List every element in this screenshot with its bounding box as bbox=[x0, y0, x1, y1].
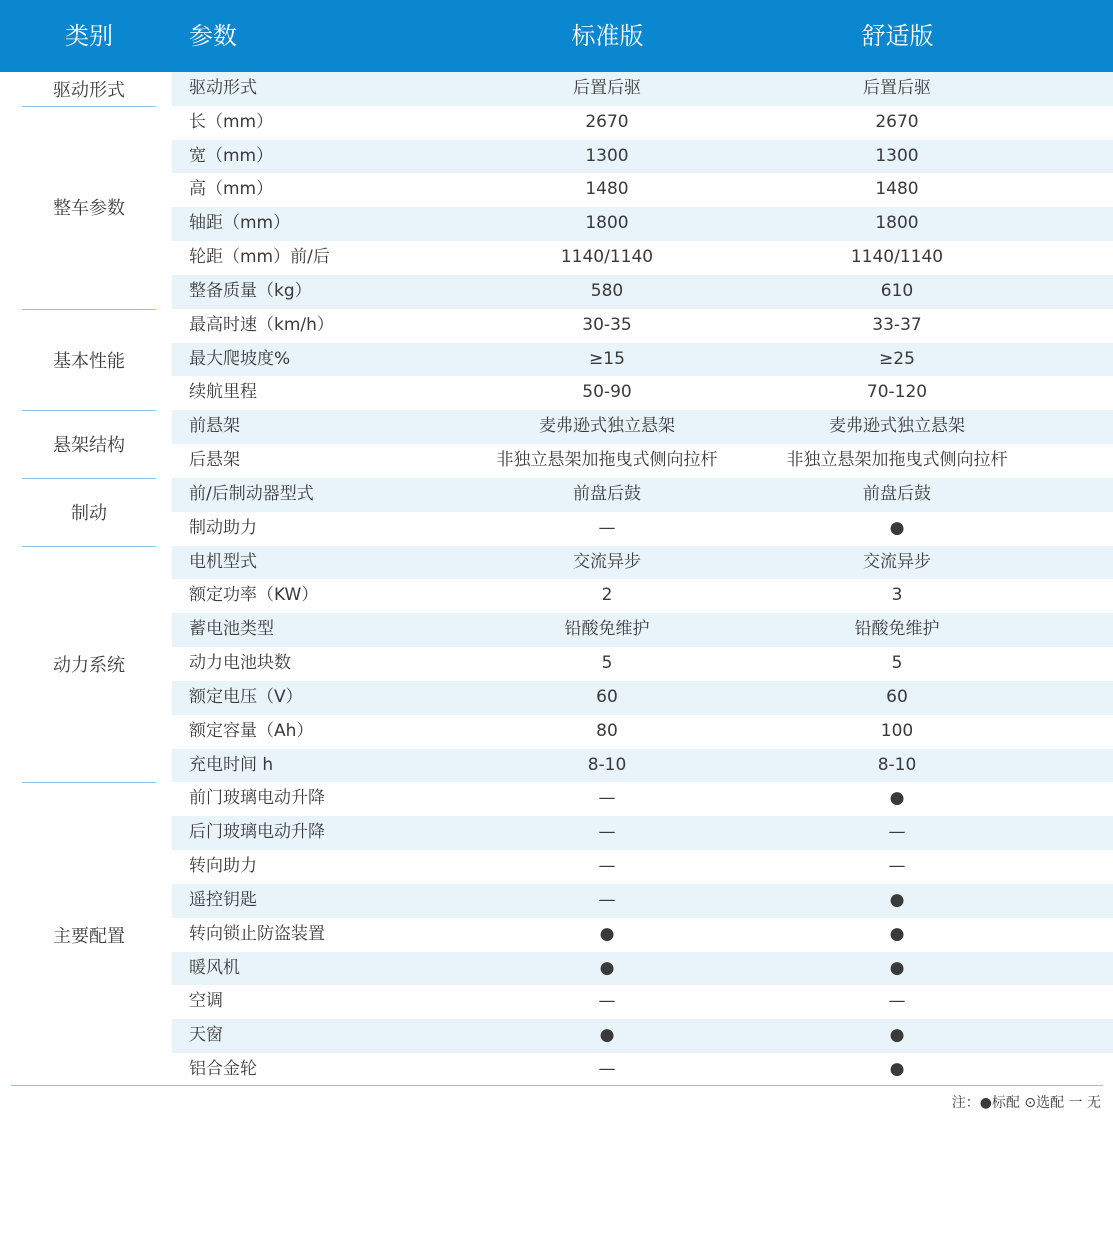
comfort-value: 1300 bbox=[875, 145, 919, 166]
table-row bbox=[172, 985, 1113, 1019]
table-row bbox=[172, 749, 1113, 783]
table-row bbox=[172, 579, 1113, 613]
param-label: 长（mm） bbox=[189, 111, 274, 132]
table-row bbox=[172, 309, 1113, 343]
comfort-value: ● bbox=[889, 923, 905, 944]
comfort-value: ● bbox=[889, 1025, 905, 1046]
param-label: 宽（mm） bbox=[189, 145, 274, 166]
comfort-value: 铅酸免维护 bbox=[854, 619, 940, 640]
standard-value: 1300 bbox=[585, 145, 629, 166]
param-label: 额定容量（Ah） bbox=[189, 720, 314, 741]
standard-value: ≥15 bbox=[589, 348, 625, 369]
table-row bbox=[172, 410, 1113, 444]
table-row bbox=[172, 376, 1113, 410]
comfort-value: 非独立悬架加拖曳式侧向拉杆 bbox=[786, 450, 1008, 471]
category-label: 悬架结构 bbox=[53, 435, 125, 457]
standard-value: — bbox=[598, 889, 616, 910]
standard-value: 前盘后鼓 bbox=[573, 483, 641, 504]
category-label: 整车参数 bbox=[53, 198, 125, 220]
standard-value: 1140/1140 bbox=[560, 247, 654, 268]
table-bottom-divider bbox=[11, 1085, 1103, 1086]
comfort-value: 1480 bbox=[875, 179, 919, 200]
comfort-value: 70-120 bbox=[866, 382, 928, 403]
category-label: 制动 bbox=[71, 502, 107, 524]
category-label: 动力系统 bbox=[53, 655, 125, 676]
param-label: 高（mm） bbox=[189, 179, 274, 200]
standard-value: 50-90 bbox=[582, 382, 632, 403]
comfort-value: 8-10 bbox=[877, 754, 917, 775]
comfort-value: 1140/1140 bbox=[850, 247, 944, 268]
standard-value: 80 bbox=[596, 720, 618, 741]
param-label: 遥控钥匙 bbox=[189, 889, 257, 910]
header-comfort: 舒适版 bbox=[861, 22, 934, 50]
param-label: 后悬架 bbox=[189, 450, 240, 471]
category-label: 主要配置 bbox=[53, 925, 125, 947]
standard-value: 2 bbox=[601, 585, 613, 606]
standard-value: — bbox=[598, 1059, 616, 1080]
table-row bbox=[172, 952, 1113, 986]
comfort-value: 60 bbox=[886, 686, 908, 707]
param-label: 电机型式 bbox=[189, 551, 257, 572]
table-row bbox=[172, 1053, 1113, 1087]
comfort-value: 33-37 bbox=[872, 314, 922, 335]
param-label: 动力电池块数 bbox=[189, 653, 291, 674]
comfort-value: 2670 bbox=[875, 111, 919, 132]
standard-value: 2670 bbox=[585, 111, 629, 132]
table-row bbox=[172, 613, 1113, 647]
table-row bbox=[172, 1019, 1113, 1053]
header-standard: 标准版 bbox=[571, 22, 644, 50]
table-row bbox=[172, 816, 1113, 850]
comfort-value: 前盘后鼓 bbox=[863, 483, 931, 504]
standard-value: 8-10 bbox=[587, 754, 627, 775]
param-label: 蓄电池类型 bbox=[189, 619, 274, 640]
comfort-value: 后置后驱 bbox=[863, 78, 931, 98]
comfort-value: 5 bbox=[891, 653, 903, 674]
param-label: 转向锁止防盗装置 bbox=[189, 923, 325, 944]
standard-value: — bbox=[598, 788, 616, 809]
table-row bbox=[172, 546, 1113, 580]
param-label: 最高时速（km/h） bbox=[189, 314, 334, 335]
table-row bbox=[172, 681, 1113, 715]
param-label: 暖风机 bbox=[189, 957, 240, 978]
standard-value: ● bbox=[599, 923, 615, 944]
standard-value: 1480 bbox=[585, 179, 629, 200]
param-label: 前门玻璃电动升降 bbox=[189, 788, 325, 809]
standard-value: — bbox=[598, 517, 616, 538]
comfort-value: ● bbox=[889, 517, 905, 538]
standard-value: 麦弗逊式独立悬架 bbox=[539, 416, 675, 437]
param-label: 前悬架 bbox=[189, 416, 240, 437]
comfort-value: 1800 bbox=[875, 213, 919, 234]
standard-value: 1800 bbox=[585, 213, 629, 234]
standard-value: ● bbox=[599, 1025, 615, 1046]
legend-note: 注：●标配 ⊙选配 一 无 bbox=[951, 1095, 1101, 1111]
table-row bbox=[172, 444, 1113, 478]
comfort-value: 3 bbox=[891, 585, 903, 606]
table-row bbox=[172, 140, 1113, 174]
param-label: 空调 bbox=[189, 991, 223, 1012]
param-label: 驱动形式 bbox=[189, 78, 257, 98]
table-body bbox=[172, 72, 1113, 1087]
table-row bbox=[172, 72, 1113, 106]
comfort-value: ≥25 bbox=[879, 348, 915, 369]
table-header bbox=[0, 0, 1113, 72]
comfort-value: ● bbox=[889, 1059, 905, 1080]
comfort-value: — bbox=[888, 822, 906, 843]
header-param: 参数 bbox=[189, 22, 237, 50]
comfort-value: 100 bbox=[880, 720, 914, 741]
param-label: 转向助力 bbox=[189, 856, 257, 877]
param-label: 额定功率（KW） bbox=[189, 585, 319, 606]
comfort-value: ● bbox=[889, 788, 905, 809]
param-label: 前/后制动器型式 bbox=[189, 483, 314, 504]
standard-value: — bbox=[598, 991, 616, 1012]
comfort-value: ● bbox=[889, 889, 905, 910]
category-label: 基本性能 bbox=[53, 350, 125, 372]
table-row bbox=[172, 106, 1113, 140]
table-row bbox=[172, 850, 1113, 884]
standard-value: — bbox=[598, 856, 616, 877]
standard-value: — bbox=[598, 822, 616, 843]
table-row bbox=[172, 173, 1113, 207]
table-row bbox=[172, 207, 1113, 241]
table-row bbox=[172, 715, 1113, 749]
comfort-value: — bbox=[888, 991, 906, 1012]
param-label: 天窗 bbox=[189, 1025, 223, 1046]
comfort-value: 麦弗逊式独立悬架 bbox=[829, 416, 965, 437]
table-row bbox=[172, 884, 1113, 918]
table-row bbox=[172, 241, 1113, 275]
comfort-value: 610 bbox=[880, 280, 914, 301]
comfort-value: — bbox=[888, 856, 906, 877]
param-label: 整备质量（kg） bbox=[189, 280, 312, 301]
comfort-value: 交流异步 bbox=[863, 551, 931, 572]
param-label: 最大爬坡度% bbox=[189, 348, 291, 369]
standard-value: 580 bbox=[590, 280, 624, 301]
param-label: 铝合金轮 bbox=[189, 1059, 257, 1080]
param-label: 后门玻璃电动升降 bbox=[189, 822, 325, 843]
param-label: 额定电压（V） bbox=[189, 686, 303, 707]
standard-value: 60 bbox=[596, 686, 618, 707]
standard-value: 后置后驱 bbox=[573, 78, 641, 98]
table-row bbox=[172, 478, 1113, 512]
standard-value: 5 bbox=[601, 653, 613, 674]
standard-value: ● bbox=[599, 957, 615, 978]
header-category: 类别 bbox=[65, 22, 113, 50]
param-label: 轴距（mm） bbox=[189, 213, 291, 234]
comfort-value: ● bbox=[889, 957, 905, 978]
standard-value: 非独立悬架加拖曳式侧向拉杆 bbox=[496, 450, 718, 471]
standard-value: 交流异步 bbox=[573, 551, 641, 572]
category-label: 驱动形式 bbox=[53, 79, 125, 101]
table-row bbox=[172, 275, 1113, 309]
param-label: 轮距（mm）前/后 bbox=[189, 247, 330, 268]
standard-value: 铅酸免维护 bbox=[564, 619, 650, 640]
param-label: 充电时间 h bbox=[189, 754, 274, 775]
table-row bbox=[172, 512, 1113, 546]
table-row bbox=[172, 647, 1113, 681]
table-row bbox=[172, 343, 1113, 377]
standard-value: 30-35 bbox=[582, 314, 632, 335]
table-row bbox=[172, 782, 1113, 816]
table-row bbox=[172, 918, 1113, 952]
param-label: 制动助力 bbox=[189, 517, 257, 538]
param-label: 续航里程 bbox=[189, 382, 257, 403]
